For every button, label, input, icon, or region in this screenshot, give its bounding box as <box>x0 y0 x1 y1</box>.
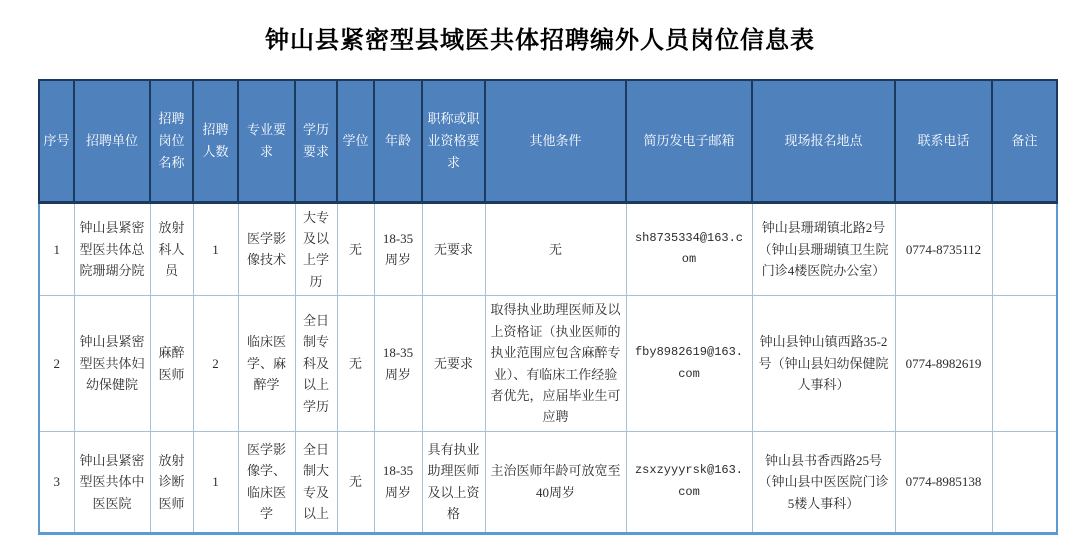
cell-headcount: 2 <box>193 296 238 432</box>
page-title: 钟山县紧密型县域医共体招聘编外人员岗位信息表 <box>265 27 815 54</box>
cell-qualification: 无要求 <box>422 296 485 432</box>
cell-remarks <box>992 296 1057 432</box>
cell-remarks <box>992 431 1057 533</box>
cell-other-conditions: 主治医师年龄可放宽至40周岁 <box>485 431 626 533</box>
cell-headcount: 1 <box>193 202 238 296</box>
cell-position-name: 放射诊断医师 <box>150 431 193 533</box>
cell-unit: 钟山县紧密型医共体妇幼保健院 <box>74 296 150 432</box>
cell-degree: 无 <box>337 431 374 533</box>
header-degree: 学位 <box>337 80 374 202</box>
header-resume-email: 简历发电子邮箱 <box>626 80 752 202</box>
cell-unit: 钟山县紧密型医共体中医医院 <box>74 431 150 533</box>
cell-contact-phone: 0774-8982619 <box>895 296 992 432</box>
cell-degree: 无 <box>337 202 374 296</box>
header-remarks: 备注 <box>992 80 1057 202</box>
cell-remarks <box>992 202 1057 296</box>
header-qualification: 职称或职业资格要求 <box>422 80 485 202</box>
table-row <box>39 202 1057 296</box>
cell-qualification: 无要求 <box>422 202 485 296</box>
cell-position-name: 放射科人员 <box>150 202 193 296</box>
table-row <box>39 431 1057 533</box>
header-age: 年龄 <box>374 80 422 202</box>
header-education: 学历要求 <box>295 80 337 202</box>
cell-age: 18-35周岁 <box>374 296 422 432</box>
cell-resume-email: fby8982619@163.com <box>626 296 752 432</box>
cell-registration-location: 钟山县钟山镇西路35-2号（钟山县妇幼保健院人事科） <box>752 296 895 432</box>
cell-major: 医学影像学、临床医学 <box>238 431 295 533</box>
cell-other-conditions: 无 <box>485 202 626 296</box>
cell-other-conditions: 取得执业助理医师及以上资格证（执业医师的执业范围应包含麻醉专业）、有临床工作经验者优先，应届毕业生可应聘 <box>485 296 626 432</box>
cell-serial: 1 <box>39 202 74 296</box>
cell-resume-email: sh8735334@163.com <box>626 202 752 296</box>
cell-serial: 2 <box>39 296 74 432</box>
cell-qualification: 具有执业助理医师及以上资格 <box>422 431 485 533</box>
header-serial: 序号 <box>39 80 74 202</box>
cell-education: 全日制专科及以上学历 <box>295 296 337 432</box>
header-position-name: 招聘岗位名称 <box>150 80 193 202</box>
header-other-conditions: 其他条件 <box>485 80 626 202</box>
cell-age: 18-35周岁 <box>374 431 422 533</box>
cell-age: 18-35周岁 <box>374 202 422 296</box>
cell-education: 全日制大专及以上 <box>295 431 337 533</box>
cell-registration-location: 钟山县书香西路25号（钟山县中医医院门诊5楼人事科） <box>752 431 895 533</box>
header-unit: 招聘单位 <box>74 80 150 202</box>
cell-unit: 钟山县紧密型医共体总院珊瑚分院 <box>74 202 150 296</box>
header-headcount: 招聘人数 <box>193 80 238 202</box>
recruitment-table <box>38 79 1058 535</box>
header-major: 专业要求 <box>238 80 295 202</box>
cell-contact-phone: 0774-8735112 <box>895 202 992 296</box>
cell-major: 临床医学、麻醉学 <box>238 296 295 432</box>
cell-major: 医学影像技术 <box>238 202 295 296</box>
cell-headcount: 1 <box>193 431 238 533</box>
cell-resume-email: zsxzyyyrsk@163.com <box>626 431 752 533</box>
cell-registration-location: 钟山县珊瑚镇北路2号（钟山县珊瑚镇卫生院门诊4楼医院办公室） <box>752 202 895 296</box>
cell-degree: 无 <box>337 296 374 432</box>
header-contact-phone: 联系电话 <box>895 80 992 202</box>
cell-position-name: 麻醉医师 <box>150 296 193 432</box>
header-registration-location: 现场报名地点 <box>752 80 895 202</box>
cell-education: 大专及以上学历 <box>295 202 337 296</box>
table-row <box>39 296 1057 432</box>
cell-serial: 3 <box>39 431 74 533</box>
cell-contact-phone: 0774-8985138 <box>895 431 992 533</box>
table-header-row <box>39 80 1057 202</box>
